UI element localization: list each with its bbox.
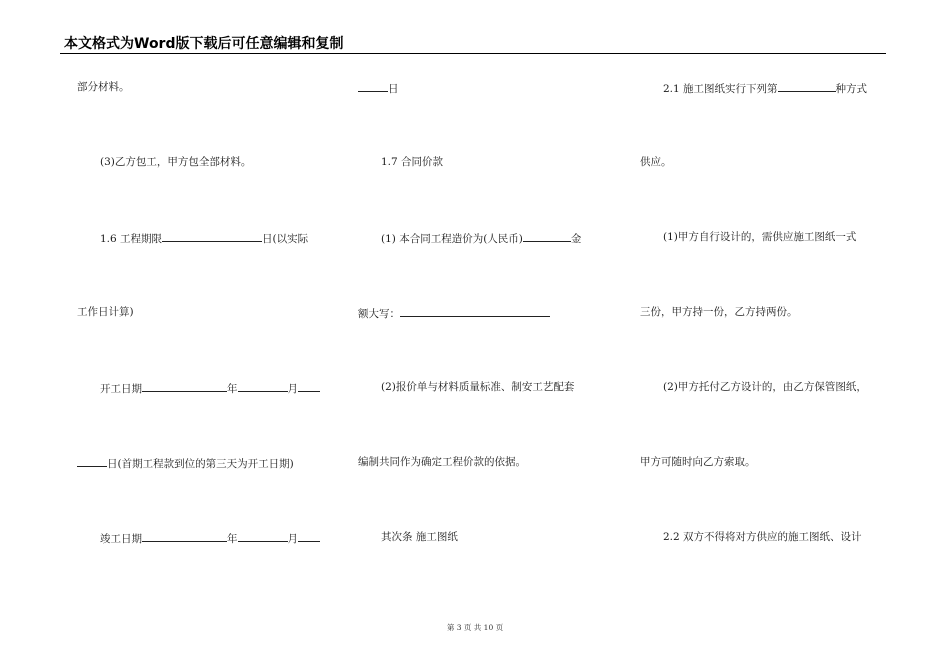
amount-in-words-label: 额大写： [358, 308, 400, 320]
left-line-2: (3)乙方包工，甲方包全部材料。 [100, 156, 252, 168]
left-line-6-text: 日(首期工程款到位的第三天为开工日期) [107, 458, 294, 470]
contract-price-label: (1) 本合同工程造价为(人民币) [381, 233, 523, 245]
page-number-footer: 第 3 页 共 10 页 [446, 623, 504, 632]
right-line-1-label: 2.1 施工图纸实行下列第 [663, 83, 778, 95]
blank-field [142, 380, 227, 392]
middle-line-7: 其次条 施工图纸 [381, 531, 458, 543]
middle-line-6: 编制共同作为确定工程价款的依据。 [358, 456, 526, 468]
middle-line-3-suffix: 金 [570, 233, 582, 245]
middle-line-4 [358, 305, 550, 321]
left-line-3 [100, 230, 308, 246]
month-label: 月 [287, 533, 298, 545]
right-line-1 [663, 80, 867, 96]
blank-field [77, 455, 107, 467]
blank-field [238, 380, 288, 392]
end-date-label: 竣工日期 [100, 533, 142, 545]
right-line-7: 2.2 双方不得将对方供应的施工图纸、设计 [663, 531, 862, 543]
left-line-4: 工作日计算) [77, 306, 134, 318]
right-line-4: 三份，甲方持一份，乙方持两份。 [640, 306, 798, 318]
start-date-label: 开工日期 [100, 383, 142, 395]
blank-field [358, 80, 388, 92]
blank-field [400, 305, 550, 317]
right-line-2: 供应。 [640, 156, 672, 168]
blank-field [142, 530, 227, 542]
left-line-1: 部分材料。 [77, 81, 130, 93]
blank-field [298, 380, 320, 392]
blank-field [162, 230, 262, 242]
blank-field [238, 530, 288, 542]
right-line-6: 甲方可随时向乙方索取。 [640, 456, 756, 468]
right-line-5: (2)甲方托付乙方设计的，由乙方保管图纸， [663, 381, 867, 393]
year-label: 年 [227, 383, 238, 395]
left-line-7 [100, 530, 320, 546]
middle-line-3 [381, 230, 581, 246]
document-header-title: 本文格式为Word版下载后可任意编辑和复制 [64, 36, 344, 52]
right-line-3: (1)甲方自行设计的，需供应施工图纸一式 [663, 231, 857, 243]
month-label: 月 [287, 383, 298, 395]
left-line-5 [100, 380, 320, 396]
middle-line-1 [358, 80, 399, 96]
blank-field [298, 530, 320, 542]
blank-field [778, 80, 836, 92]
left-line-3-label: 1.6 工程期限 [100, 233, 163, 245]
middle-line-5: (2)报价单与材料质量标准、制安工艺配套 [381, 381, 575, 393]
middle-line-2: 1.7 合同价款 [381, 156, 444, 168]
left-line-6 [77, 455, 294, 471]
middle-line-1-text: 日 [388, 83, 399, 95]
blank-field [523, 230, 571, 242]
left-line-3-suffix: 日(以实际 [262, 233, 309, 245]
year-label: 年 [227, 533, 238, 545]
header-rule [60, 53, 886, 54]
right-line-1-suffix: 种方式 [835, 83, 868, 95]
